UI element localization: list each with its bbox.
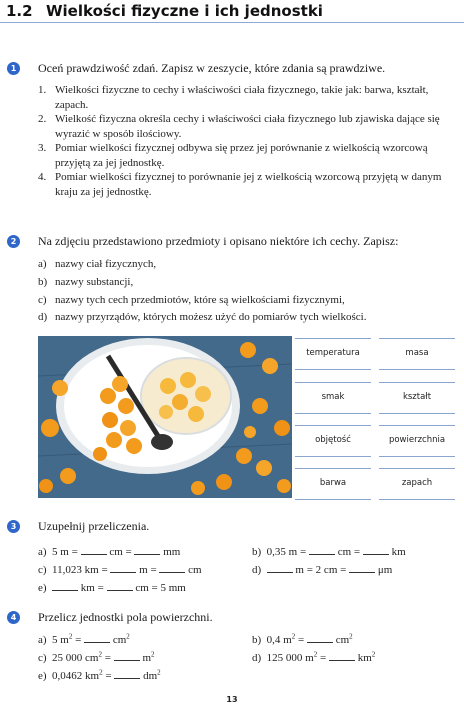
task-3-item-c: c) 11,023 km = m = cm	[38, 564, 202, 576]
task-2-list	[38, 257, 454, 328]
task-2-item: a) nazwy ciał fizycznych,	[38, 258, 157, 270]
tile-left: objętość	[295, 425, 371, 467]
task-2-question: Na zdjęciu przedstawiono przedmioty i opisano niektóre ich cechy. Zapisz:	[38, 234, 399, 248]
section-title: Wielkości fizyczne i ich jednostki	[46, 2, 323, 20]
task-3-item-e: e) km = cm = 5 mm	[38, 582, 186, 594]
tile-left: barwa	[295, 468, 371, 510]
header-rule	[0, 22, 464, 23]
task-1-badge: 1	[7, 62, 20, 75]
task-4-badge: 4	[7, 611, 20, 624]
feature-tiles	[295, 338, 455, 498]
task-1-item: 3. Pomiar wielkości fizycznej odbywa się przez jej porównanie z wielkością wzorcową przyjętą za jej jednostkę.	[38, 142, 428, 169]
task-2-item: d) nazwy przyrządów, których możesz użyć do pomiarów tych wielkości.	[38, 311, 367, 324]
task-3-item-b: b) 0,35 m = cm = km	[252, 546, 406, 558]
task-2-item: c) nazwy tych cech przedmiotów, które są wielkościami fizycznymi,	[38, 293, 345, 306]
photo-bowl-with-fruit	[38, 336, 292, 498]
tile-right: masa	[379, 338, 455, 380]
page-number: 13	[226, 695, 238, 704]
task-1-item: 2. Wielkość fizyczna określa cechy i właściwości ciała fizycznego lub zjawiska dające się wyrazić w sposób ilościowy.	[38, 113, 440, 140]
task-2-badge: 2	[7, 235, 20, 248]
task-2-item: b) nazwy substancji,	[38, 275, 134, 288]
task-4-question: Przelicz jednostki pola powierzchni.	[38, 610, 213, 624]
task-4-item-a: a) 5 $m^2 = cm^2$	[38, 632, 130, 646]
section-number: 1.2	[6, 2, 33, 20]
task-1-item: 4. Pomiar wielkości fizycznej to porównanie jej z wielkością wzorcową przyjętą w danym kraju za jej jednostkę.	[38, 171, 442, 198]
task-4-item-c: c) 25 000 $cm^2 = m^2$	[38, 650, 155, 664]
tile-right: powierzchnia	[379, 425, 455, 467]
task-3-question: Uzupełnij przeliczenia.	[38, 519, 150, 533]
task-4-item-b: b) 0,4 $m^2 = cm^2$	[252, 632, 353, 646]
tile-right: zapach	[379, 468, 455, 510]
tile-left: smak	[295, 382, 371, 424]
tile-left: temperatura	[295, 338, 371, 380]
task-3-item-a: a) 5 m = cm = mm	[38, 546, 181, 558]
task-1-item: 1. Wielkości fizyczne to cechy i właściwości ciała fizycznego, takie jak: barwa, kształt, zapach.	[38, 84, 429, 111]
task-1-question: Oceń prawdziwość zdań. Zapisz w zeszycie, które zdania są prawdziwe.	[38, 61, 386, 75]
task-1-list	[38, 83, 454, 199]
task-4-item-e: e) 0,0462 $km^2 = dm^2$	[38, 668, 161, 682]
task-3-badge: 3	[7, 520, 20, 533]
task-3-item-d: d) m = 2 cm = μm	[252, 564, 393, 576]
task-4-item-d: d) 125 000 $m^2 = km^2$	[252, 650, 376, 664]
tile-right: kształt	[379, 382, 455, 424]
